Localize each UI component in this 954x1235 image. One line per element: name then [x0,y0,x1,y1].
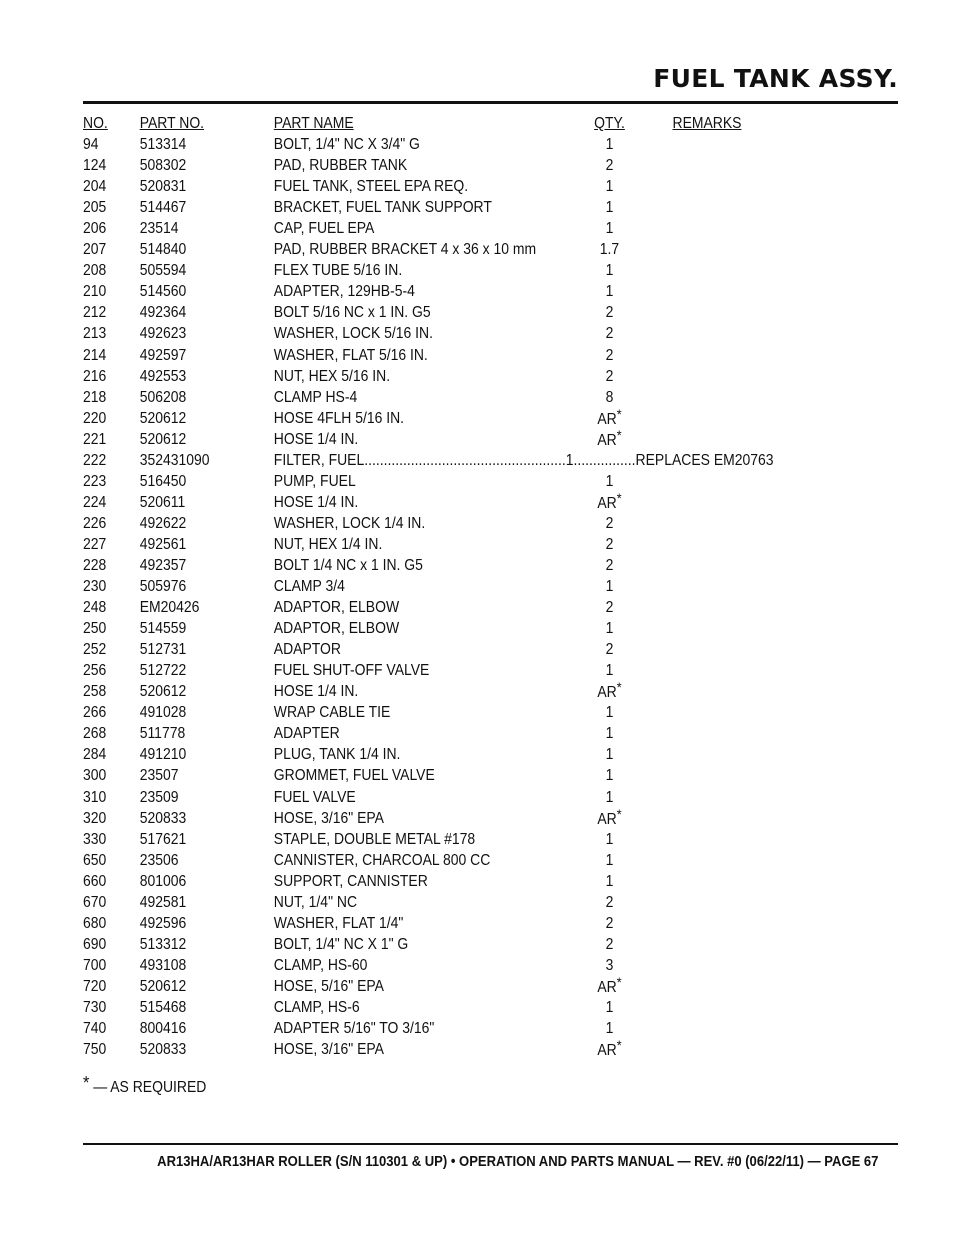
row-qty-value: AR [597,494,617,512]
row-qty-value: 2 [605,514,614,532]
row-part-name: HOSE, 3/16" EPA [273,809,384,827]
row-part-no: 520612 [139,683,187,701]
row-part-no: 491210 [139,746,187,764]
row-part-no: 492553 [139,367,187,385]
row-no: 248 [83,599,107,617]
row-qty [587,556,632,576]
row-qty [587,745,632,765]
row-qty-value: 2 [605,914,614,932]
row-qty-value: 1 [605,262,614,280]
row-part-name: ADAPTER, 129HB-5-4 [273,283,415,301]
row-no: 214 [83,346,107,364]
row-no: 680 [83,914,107,932]
row-qty-value: 8 [605,388,614,406]
row-part-name: WASHER, LOCK 5/16 IN. [273,325,433,343]
row-qty-value: 1 [605,788,614,806]
row-qty-value: 2 [605,641,614,659]
row-part-name: CLAMP, HS-60 [273,956,368,974]
row-qty [587,405,632,430]
row-part-no: 511778 [139,725,186,743]
row-no: 206 [83,220,107,238]
header-qty: QTY. [594,115,625,132]
row-qty [587,219,632,239]
row-qty-value: AR [597,1042,617,1060]
row-no: 720 [83,977,107,995]
row-part-name: CAP, FUEL EPA [273,220,375,238]
row-no: 220 [83,409,107,427]
row-qty [587,261,632,281]
row-part-name: SUPPORT, CANNISTER [273,872,428,890]
row-part-name: HOSE, 5/16" EPA [273,977,384,995]
asterisk-symbol: * [616,1037,622,1054]
row-part-no: 520611 [139,493,186,511]
row-part-no: 492364 [139,304,187,322]
row-part-name: ADAPTOR [273,641,341,659]
row-qty-value: 1 [605,220,614,238]
row-qty-value: 2 [605,893,614,911]
asterisk-symbol: * [83,1073,90,1093]
row-part-name: ADAPTOR, ELBOW [273,599,400,617]
row-qty-value: 1 [605,178,614,196]
row-part-no: 513314 [139,136,187,154]
row-qty [587,724,632,744]
row-part-name: BOLT, 1/4" NC X 3/4" G [273,136,420,154]
row-part-name: PLUG, TANK 1/4 IN. [273,746,401,764]
row-no: 230 [83,578,107,596]
row-part-no: 505594 [139,262,187,280]
page-footer: AR13HA/AR13HAR ROLLER (S/N 110301 & UP) • OPERATION AND PARTS MANUAL — REV. #0 (06/22/11) — PAGE 67 [156,1154,878,1170]
row-part-name: PUMP, FUEL [273,472,356,490]
row-part-no: 352431090 [139,451,210,469]
asterisk-symbol: * [616,405,622,422]
row-no: 222 [83,451,107,469]
row-qty-value: 2 [605,346,614,364]
row-part-no: 514559 [139,620,187,638]
asterisk-symbol: * [616,679,622,696]
row-no: 256 [83,662,107,680]
row-qty-value: 1 [605,830,614,848]
row-part-name: NUT, HEX 5/16 IN. [273,367,391,385]
row-qty-value: 1 [605,620,614,638]
row-qty-value: 1 [605,578,614,596]
row-part-name: CLAMP HS-4 [273,388,358,406]
row-qty [587,156,632,176]
row-part-no: 514840 [139,241,187,259]
row-qty-value: 2 [605,367,614,385]
row-no: 650 [83,851,107,869]
row-qty-value: 1 [605,746,614,764]
row-qty [587,914,632,934]
row-part-no: 492581 [139,893,187,911]
row-qty [587,640,632,660]
row-qty [587,282,632,302]
row-no: 730 [83,998,107,1016]
row-part-name: NUT, 1/4" NC [273,893,358,911]
header-part-no: PART NO. [139,115,205,132]
row-qty [587,893,632,913]
row-qty [587,1037,632,1061]
row-part-name: HOSE, 3/16" EPA [273,1041,384,1059]
row-no: 216 [83,367,107,385]
row-qty-value: 1 [605,851,614,869]
row-no: 310 [83,788,107,806]
row-qty [587,367,632,387]
row-qty [587,240,632,260]
row-part-no: 520833 [139,809,187,827]
row-qty [587,956,632,976]
row-qty-value: 1 [605,283,614,301]
row-part-no: 801006 [139,872,187,890]
row-part-no: 512722 [139,662,187,680]
row-qty [587,514,632,534]
footnote-text: AS REQUIRED [110,1079,207,1096]
row-part-no: 23507 [139,767,179,785]
row-part-no: 492622 [139,514,187,532]
footnote-dash: — [93,1079,108,1096]
row-part-no: 516450 [139,472,187,490]
row-part-name: BRACKET, FUEL TANK SUPPORT [273,199,492,217]
row-no: 700 [83,956,107,974]
row-qty [587,135,632,155]
row-qty-value: 1.7 [599,241,620,259]
row-qty [587,703,632,723]
header-part-name: PART NAME [273,115,354,132]
header-remarks: REMARKS [672,115,742,132]
row-no: 208 [83,262,107,280]
row-qty [587,346,632,366]
row-no: 740 [83,1020,107,1038]
row-no: 227 [83,535,107,553]
row-no: 210 [83,283,107,301]
row-qty-value: 2 [605,599,614,617]
row-part-name: HOSE 1/4 IN. [273,683,359,701]
asterisk-symbol: * [616,426,622,443]
row-qty [587,198,632,218]
row-part-name: WASHER, FLAT 1/4" [273,914,404,932]
row-part-name: FUEL TANK, STEEL EPA REQ. [273,178,469,196]
row-name-qty-remarks: FILTER, FUEL....................................................1................REPLACES EM20763 [273,451,774,469]
row-qty [587,535,632,555]
row-qty [587,598,632,618]
footer-divider [83,1143,898,1145]
row-qty-value: 1 [605,136,614,154]
row-no: 266 [83,704,107,722]
row-part-no: 505976 [139,578,187,596]
row-part-name: ADAPTER 5/16" TO 3/16" [273,1020,435,1038]
row-qty-value: 2 [605,535,614,553]
row-qty-value: 2 [605,935,614,953]
row-qty [587,766,632,786]
row-no: 124 [83,157,107,175]
row-qty-value: 1 [605,199,614,217]
row-qty-value: 1 [605,704,614,722]
row-qty [587,998,632,1018]
row-no: 213 [83,325,107,343]
row-qty-value: 2 [605,556,614,574]
title-divider [83,101,898,104]
row-qty [587,177,632,197]
row-no: 252 [83,641,107,659]
row-part-no: 23506 [139,851,179,869]
row-no: 207 [83,241,107,259]
row-qty [587,830,632,850]
row-part-no: 508302 [139,157,187,175]
row-no: 218 [83,388,107,406]
row-qty-value: 1 [605,767,614,785]
row-qty-value: AR [597,431,617,449]
row-qty-value: 1 [605,998,614,1016]
row-qty-value: 1 [605,472,614,490]
row-part-no: 520833 [139,1041,187,1059]
row-qty [587,324,632,344]
row-part-no: 491028 [139,704,187,722]
row-no: 228 [83,556,107,574]
page-title: FUEL TANK ASSY. [653,64,898,93]
row-part-no: 493108 [139,956,187,974]
row-qty [587,619,632,639]
row-qty-value: 1 [605,662,614,680]
row-part-no: 520612 [139,409,187,427]
row-qty [587,1019,632,1039]
row-part-name: PAD, RUBBER TANK [273,157,408,175]
row-part-no: 492596 [139,914,187,932]
row-no: 660 [83,872,107,890]
row-part-no: 513312 [139,935,187,953]
row-qty [587,935,632,955]
row-no: 690 [83,935,107,953]
row-qty [587,303,632,323]
row-qty [587,679,632,703]
asterisk-symbol: * [616,489,622,506]
row-part-name: STAPLE, DOUBLE METAL #178 [273,830,476,848]
row-no: 94 [83,136,99,154]
row-part-no: 492357 [139,556,187,574]
row-no: 250 [83,620,107,638]
row-part-no: 517621 [139,830,187,848]
row-part-no: 520612 [139,977,187,995]
row-qty [587,788,632,808]
row-no: 268 [83,725,107,743]
row-part-no: 506208 [139,388,187,406]
row-part-name: ADAPTER [273,725,340,743]
row-part-name: HOSE 1/4 IN. [273,493,359,511]
row-part-no: 492597 [139,346,187,364]
row-qty-value: 3 [605,956,614,974]
row-part-no: 23509 [139,788,179,806]
row-no: 224 [83,493,107,511]
row-part-name: CANNISTER, CHARCOAL 800 CC [273,851,491,869]
row-part-no: 492561 [139,535,187,553]
row-part-no: 492623 [139,325,187,343]
row-part-name: BOLT 5/16 NC x 1 IN. G5 [273,304,431,322]
row-qty-value: 2 [605,325,614,343]
footnote [83,1073,207,1097]
row-no: 300 [83,767,107,785]
row-qty [587,805,632,830]
row-no: 212 [83,304,107,322]
row-part-name: WASHER, FLAT 5/16 IN. [273,346,428,364]
row-qty-value: 2 [605,304,614,322]
row-part-name: HOSE 1/4 IN. [273,430,359,448]
row-qty [587,489,632,514]
row-no: 204 [83,178,107,196]
row-part-name: ADAPTOR, ELBOW [273,620,400,638]
row-part-no: 514560 [139,283,187,301]
row-qty [587,426,632,451]
row-part-name: NUT, HEX 1/4 IN. [273,535,383,553]
row-qty [587,388,632,408]
row-no: 205 [83,199,107,217]
row-qty-value: 1 [605,725,614,743]
row-part-name: HOSE 4FLH 5/16 IN. [273,409,405,427]
row-no: 284 [83,746,107,764]
row-part-name: PAD, RUBBER BRACKET 4 x 36 x 10 mm [273,241,537,259]
row-no: 258 [83,683,107,701]
row-part-no: 512731 [139,641,187,659]
row-part-name: FLEX TUBE 5/16 IN. [273,262,403,280]
row-qty [587,661,632,681]
row-part-name: FUEL VALVE [273,788,356,806]
row-qty [587,973,632,998]
row-part-no: 515468 [139,998,187,1016]
row-part-name: FUEL SHUT-OFF VALVE [273,662,430,680]
row-qty [587,872,632,892]
row-qty-value: 1 [605,1020,614,1038]
row-part-name: WRAP CABLE TIE [273,704,391,722]
row-no: 221 [83,430,107,448]
row-no: 670 [83,893,107,911]
row-qty-value: 2 [605,157,614,175]
header-no: NO. [83,115,108,132]
row-no: 226 [83,514,107,532]
row-qty-value: 1 [605,872,614,890]
row-part-name: WASHER, LOCK 1/4 IN. [273,514,426,532]
row-part-no: EM20426 [139,599,200,617]
row-part-name: GROMMET, FUEL VALVE [273,767,435,785]
row-no: 750 [83,1041,107,1059]
row-no: 330 [83,830,107,848]
row-part-no: 520612 [139,430,187,448]
row-part-no: 520831 [139,178,187,196]
row-part-no: 514467 [139,199,187,217]
asterisk-symbol: * [616,805,622,822]
row-qty-value: AR [597,410,617,428]
row-qty-value: AR [597,810,617,828]
row-qty-value: AR [597,978,617,996]
row-qty [587,851,632,871]
asterisk-symbol: * [616,973,622,990]
row-part-no: 23514 [139,220,179,238]
row-qty-value: AR [597,684,617,702]
row-part-name: BOLT 1/4 NC x 1 IN. G5 [273,556,423,574]
row-qty [587,577,632,597]
row-qty [587,472,632,492]
row-part-name: CLAMP 3/4 [273,578,345,596]
row-part-name: CLAMP, HS-6 [273,998,360,1016]
row-no: 320 [83,809,107,827]
row-no: 223 [83,472,107,490]
row-part-name: BOLT, 1/4" NC X 1" G [273,935,409,953]
row-part-no: 800416 [139,1020,187,1038]
